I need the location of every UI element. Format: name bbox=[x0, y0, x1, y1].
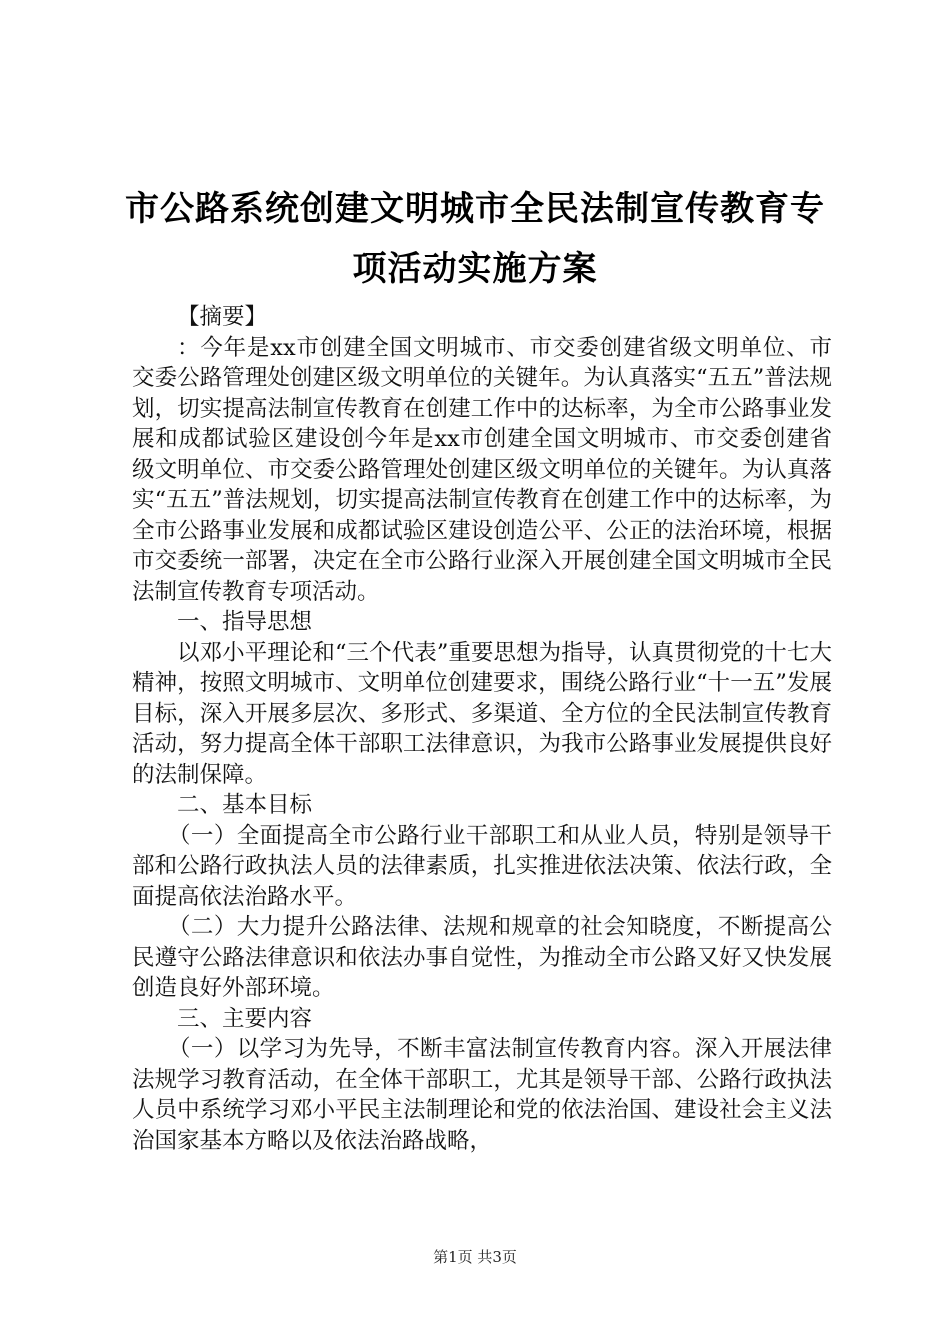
document-title-line-2: 项活动实施方案 bbox=[352, 249, 598, 289]
paragraph-goal-2: （二）大力提升公路法律、法规和规章的社会知晓度，不断提高公民遵守公路法律意识和依法办事自觉性，为推动全市公路又好又快发展创造良好外部环境。 bbox=[132, 914, 832, 1001]
section-heading-1: 一、指导思想 bbox=[177, 609, 313, 635]
document-body bbox=[132, 302, 832, 1156]
page-footer: 第1页 共3页 bbox=[433, 1248, 517, 1266]
document-title-line-1: 市公路系统创建文明城市全民法制宣传教育专 bbox=[125, 189, 825, 229]
paragraph-goal-1: （一）全面提高全市公路行业干部职工和从业人员，特别是领导干部和公路行政执法人员的法律素质，扎实推进依法决策、依法行政，全面提高依法治路水平。 bbox=[132, 822, 832, 910]
summary-label: 【摘要】 bbox=[177, 304, 268, 330]
paragraph-content-1: （一）以学习为先导，不断丰富法制宣传教育内容。深入开展法律法规学习教育活动，在全体干部职工，尤其是领导干部、公路行政执法人员中系统学习邓小平民主法制理论和党的依法治国、建设社会主义法治国家基本方略以及依法治路战略， bbox=[132, 1036, 832, 1154]
section-heading-2: 二、基本目标 bbox=[177, 792, 313, 818]
paragraph-summary: ：今年是xx市创建全国文明城市、市交委创建省级文明单位、市交委公路管理处创建区级文明单位的关键年。为认真落实“五五”普法规划，切实提高法制宣传教育在创建工作中的达标率，为全市公路事业发展和成都试验区建设创今年是xx市创建全国文明城市、市交委创建省级文明单位、市交委公路管理处创建区级文明单位的关键年。为认真落实“五五”普法规划，切实提高法制宣传教育在创建工作中的达标率，为全市公路事业发展和成都试验区建设创造公平、公正的法治环境，根据市交委统一部署，决定在全市公路行业深入开展创建全国文明城市全民法制宣传教育专项活动。 bbox=[132, 334, 832, 605]
section-heading-3: 三、主要内容 bbox=[177, 1005, 313, 1032]
paragraph-guiding-ideology: 以邓小平理论和“三个代表”重要思想为指导，认真贯彻党的十七大精神，按照文明城市、文明单位创建要求，围绕公路行业“十一五”发展目标，深入开展多层次、多形式、多渠道、全方位的全民法制宣传教育活动，努力提高全体干部职工法律意识，为我市公路事业发展提供良好的法制保障。 bbox=[132, 639, 832, 788]
